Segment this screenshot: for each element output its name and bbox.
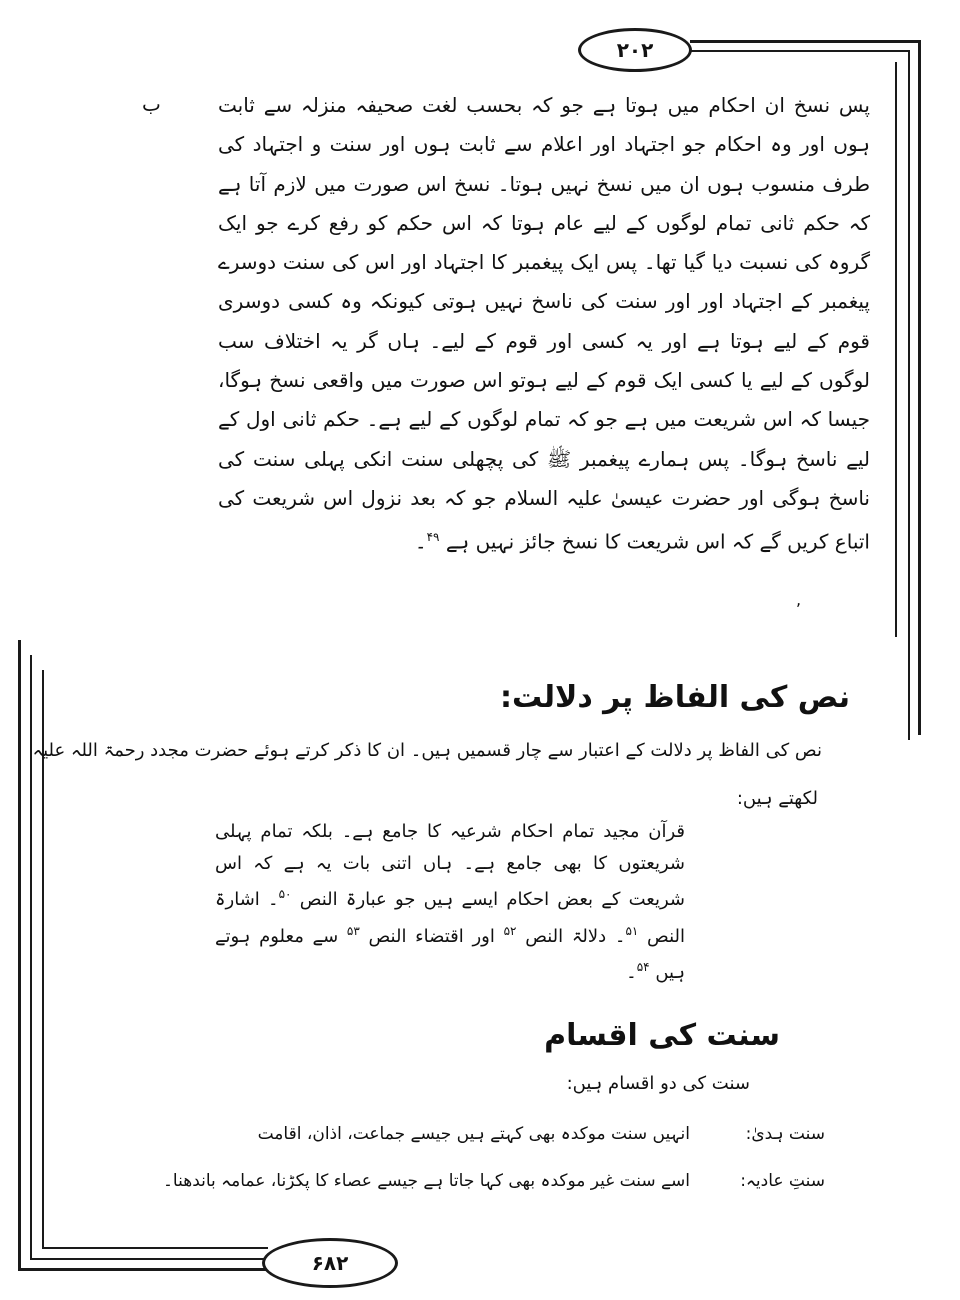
sunnat-type-term: سنت ہدیٰ:	[745, 1124, 825, 1144]
section-intro-line-1: نص کی الفاظ پر دلالت کے اعتبار سے چار قسمیں ہیں۔ ان کا ذکر کرتے ہوئے حضرت مجدد رحمۃ اللہ علیہ	[32, 740, 822, 761]
frame-bottom-line-outer	[18, 1268, 268, 1271]
footnote-ref-53: ۵۳	[346, 923, 360, 938]
quote-part-5: سے معلوم ہوتے ہیں	[215, 925, 685, 984]
top-paragraph	[218, 86, 870, 562]
quote-end: ۔	[626, 962, 637, 984]
page-number-bottom: ۶۸۲	[262, 1238, 398, 1288]
section-intro-line-2: لکھتے ہیں:	[736, 788, 818, 809]
sunnat-type-definition: انہیں سنت موکدہ بھی کہتے ہیں جیسے جماعت، اذان، اقامت	[257, 1124, 690, 1144]
quote-part-4: اور اقتضاء النص	[368, 925, 495, 947]
footnote-ref-54: ۵۴	[636, 960, 650, 975]
sunnat-type-term: سنتِ عادیہ:	[740, 1171, 825, 1191]
frame-bottom-line-inner	[42, 1247, 268, 1249]
top-paragraph-end: ۔	[414, 529, 427, 554]
frame-bottom-line-middle	[30, 1258, 268, 1260]
margin-mark: ب	[142, 92, 161, 116]
frame-top-line-inner	[690, 50, 910, 52]
margin-dot: ,	[796, 590, 802, 609]
sunnat-type-row	[105, 1123, 825, 1153]
frame-right-line-middle	[908, 50, 910, 740]
footnote-ref-52: ۵۲	[503, 923, 517, 938]
footnote-ref-50: ۵۰	[278, 887, 292, 902]
section-heading-nas: نص کی الفاظ پر دلالت:	[499, 680, 850, 715]
quote-block	[215, 816, 685, 989]
section-heading-sunnat: سنت کی اقسام	[544, 1018, 780, 1053]
sunnat-type-definition: اسے سنت غیر موکدہ بھی کہا جاتا ہے جیسے عصاء کا پکڑنا، عمامہ باندھنا۔	[162, 1171, 690, 1191]
quote-part-3: ۔ دلالۃ النص	[525, 925, 626, 947]
quote-part-1: قرآن مجید تمام احکام شرعیہ کا جامع ہے۔ بلکہ تمام پہلی شریعتوں کا بھی جامع ہے۔ ہاں اتنی بات یہ ہے کہ اس شریعت کے بعض احکام ایسے ہیں جو عبارۃ النص	[215, 821, 685, 911]
sunnat-intro: سنت کی دو اقسام ہیں:	[566, 1073, 750, 1094]
top-paragraph-text: پس نسخ ان احکام میں ہوتا ہے جو کہ بحسب لغت صحیفہ منزلہ سے ثابت ہوں اور وہ احکام جو اجتہاد اور اعلام سے ثابت ہوں اور سنت و اجتہاد کی طرف منسوب ہوں ان میں نسخ نہیں ہوتا۔ نسخ اس صورت میں لازم آتا ہے کہ حکم ثانی تمام لوگوں کے لیے عام ہوتا کہ اس حکم کو رفع کرے جو ایک گروہ کی نسبت دیا گیا تھا۔ پس ایک پیغمبر کا اجتہاد اور اس کی سنت دوسرے پیغمبر کے اجتہاد اور اور سنت کی ناسخ نہیں ہوتی کیونکہ وہ کسی دوسری قوم کے لیے ہوتا ہے اور یہ کسی اور قوم کے لیے۔ ہاں گر یہ اختلاف سب لوگوں کے لیے یا کسی ایک قوم کے لیے ہوتو اس صورت میں واقعی نسخ ہوگا، جیسا کہ اس شریعت میں ہے جو کہ تمام لوگوں کے لیے ہے۔ حکم ثانی اول کے لیے ناسخ ہوگا۔ پس ہمارے پیغمبر ﷺ کی پچھلی سنت انکی پہلی سنت کی ناسخ ہوگی اور حضرت عیسیٰ علیہ السلام جو کہ بعد نزول اس شریعت کی اتباع کریں گے کہ اس شریعت کا نسخ جائز نہیں ہے	[218, 93, 870, 554]
frame-left-line-outer	[18, 640, 21, 1270]
frame-top-line-outer	[690, 40, 920, 43]
frame-right-line-inner	[895, 62, 897, 637]
quote-part-2: ۔ اشارۃ النص	[215, 889, 686, 947]
footnote-ref-51: ۵۱	[625, 923, 639, 938]
footnote-ref-49: ۴۹	[426, 530, 440, 545]
page-number-top: ۲۰۲	[578, 28, 692, 72]
frame-right-line-outer	[918, 40, 921, 735]
sunnat-type-row	[105, 1170, 825, 1200]
